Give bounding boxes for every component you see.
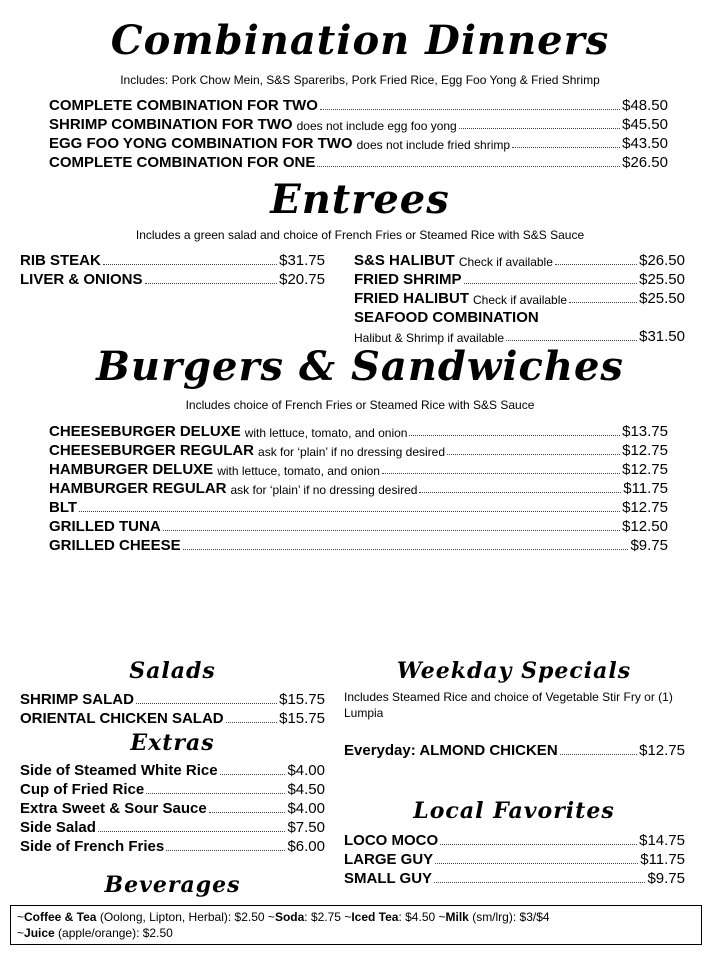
menu-item bbox=[20, 760, 325, 779]
item-note: ask for ‘plain’ if no dressing desired bbox=[258, 445, 446, 459]
menu-item bbox=[20, 817, 325, 836]
entrees-includes: Includes a green salad and choice of French Fries or Steamed Rice with S&S Sauce bbox=[135, 228, 585, 242]
leader-dots bbox=[146, 793, 285, 794]
item-name: LOCO MOCO bbox=[344, 832, 439, 849]
leader-dots bbox=[103, 264, 277, 265]
bev-prefix: ~ bbox=[17, 910, 25, 924]
leader-dots bbox=[419, 492, 621, 493]
item-note: does not include fried shrimp bbox=[356, 138, 511, 152]
item-price: $14.75 bbox=[639, 832, 685, 849]
menu-item bbox=[20, 779, 325, 798]
item-price: $12.75 bbox=[639, 742, 685, 759]
menu-item bbox=[49, 478, 668, 497]
beverages-title: Beverages bbox=[104, 872, 241, 898]
item-price: $12.75 bbox=[622, 461, 668, 478]
menu-item bbox=[49, 535, 668, 554]
item-price: $12.50 bbox=[622, 518, 668, 535]
menu-item bbox=[20, 250, 325, 269]
item-name: LARGE GUY bbox=[344, 851, 434, 868]
leader-dots bbox=[569, 302, 637, 303]
item-price: $45.50 bbox=[622, 116, 668, 133]
bev-name: Soda bbox=[274, 910, 305, 924]
leader-dots bbox=[409, 435, 620, 436]
item-price: $4.00 bbox=[287, 800, 325, 817]
item-name: COMPLETE COMBINATION FOR ONE bbox=[49, 154, 316, 171]
item-price: $26.50 bbox=[622, 154, 668, 171]
menu-item bbox=[49, 95, 668, 114]
bev-detail: (sm/lrg): $3/$4 bbox=[468, 910, 550, 924]
item-name: RIB STEAK bbox=[20, 252, 101, 269]
salads-title: Salads bbox=[129, 658, 216, 684]
leader-dots bbox=[459, 128, 620, 129]
item-name: Extra Sweet & Sour Sauce bbox=[20, 800, 207, 817]
menu-item bbox=[49, 516, 668, 535]
item-note: Check if available bbox=[473, 293, 568, 307]
leader-dots bbox=[163, 530, 620, 531]
item-name: HAMBURGER DELUXE bbox=[49, 461, 214, 478]
menu-item bbox=[20, 798, 325, 817]
item-price: $13.75 bbox=[622, 423, 668, 440]
extras-title: Extras bbox=[130, 730, 215, 756]
item-price: $4.50 bbox=[287, 781, 325, 798]
menu-item bbox=[20, 836, 325, 855]
leader-dots bbox=[226, 722, 277, 723]
item-name: SEAFOOD COMBINATION bbox=[354, 309, 539, 326]
item-price: $31.75 bbox=[279, 252, 325, 269]
bev-name: Coffee & Tea bbox=[24, 910, 97, 924]
leader-dots bbox=[506, 340, 637, 341]
menu-item bbox=[20, 689, 325, 708]
leader-dots bbox=[435, 863, 638, 864]
combination-includes: Includes: Pork Chow Mein, S&S Spareribs, Pork Fried Rice, Egg Foo Yong & Fried Shrimp bbox=[120, 73, 600, 87]
item-name: FRIED HALIBUT bbox=[354, 290, 469, 307]
item-price: $43.50 bbox=[622, 135, 668, 152]
item-name: EGG FOO YONG COMBINATION FOR TWO bbox=[49, 135, 353, 152]
leader-dots bbox=[79, 511, 620, 512]
beverages-line-2 bbox=[17, 925, 695, 941]
leader-dots bbox=[98, 831, 286, 832]
menu-item bbox=[49, 421, 668, 440]
menu-item bbox=[354, 250, 685, 269]
bev-prefix: ~ bbox=[17, 926, 25, 940]
menu-item bbox=[344, 868, 685, 887]
item-name: HAMBURGER REGULAR bbox=[49, 480, 227, 497]
menu-item bbox=[20, 708, 325, 727]
bev-name: Juice bbox=[24, 926, 55, 940]
leader-dots bbox=[183, 549, 629, 550]
bev-name: Iced Tea bbox=[351, 910, 399, 924]
leader-dots bbox=[464, 283, 638, 284]
local-title: Local Favorites bbox=[413, 798, 615, 824]
item-name: SMALL GUY bbox=[344, 870, 433, 887]
bev-name: Milk bbox=[445, 910, 469, 924]
item-note: with lettuce, tomato, and onion bbox=[244, 426, 408, 440]
leader-dots bbox=[209, 812, 286, 813]
item-price: $20.75 bbox=[279, 271, 325, 288]
menu-item bbox=[49, 459, 668, 478]
combination-title: Combination Dinners bbox=[110, 17, 610, 64]
leader-dots bbox=[136, 703, 277, 704]
item-name: SHRIMP SALAD bbox=[20, 691, 134, 708]
item-note: ask for ‘plain’ if no dressing desired bbox=[230, 483, 418, 497]
item-name: CHEESEBURGER REGULAR bbox=[49, 442, 255, 459]
item-name: LIVER & ONIONS bbox=[20, 271, 143, 288]
weekday-title: Weekday Specials bbox=[396, 658, 632, 684]
item-name: CHEESEBURGER DELUXE bbox=[49, 423, 241, 440]
item-price: $15.75 bbox=[279, 691, 325, 708]
beverages-line-1 bbox=[17, 909, 695, 925]
menu-item bbox=[49, 133, 668, 152]
leader-dots bbox=[560, 754, 637, 755]
menu-item bbox=[49, 440, 668, 459]
item-name: BLT bbox=[49, 499, 78, 516]
item-name: Side of French Fries bbox=[20, 838, 165, 855]
item-name: Cup of Fried Rice bbox=[20, 781, 145, 798]
item-name: Side Salad bbox=[20, 819, 96, 836]
leader-dots bbox=[434, 882, 645, 883]
item-price: $26.50 bbox=[639, 252, 685, 269]
bev-detail: (apple/orange): $2.50 bbox=[54, 926, 173, 940]
item-note: does not include egg foo yong bbox=[296, 119, 457, 133]
burgers-includes: Includes choice of French Fries or Steamed Rice with S&S Sauce bbox=[185, 398, 535, 412]
leader-dots bbox=[555, 264, 637, 265]
burgers-title: Burgers & Sandwiches bbox=[96, 343, 624, 390]
item-note: Check if available bbox=[458, 255, 553, 269]
item-price: $31.50 bbox=[639, 328, 685, 345]
item-name: Side of Steamed White Rice bbox=[20, 762, 218, 779]
leader-dots bbox=[166, 850, 285, 851]
entrees-title: Entrees bbox=[270, 176, 450, 223]
item-name: GRILLED TUNA bbox=[49, 518, 161, 535]
item-price: $15.75 bbox=[279, 710, 325, 727]
item-name: ORIENTAL CHICKEN SALAD bbox=[20, 710, 224, 727]
menu-item bbox=[49, 152, 668, 171]
item-price: $25.50 bbox=[639, 290, 685, 307]
menu-item bbox=[20, 269, 325, 288]
item-price: $25.50 bbox=[639, 271, 685, 288]
item-price: $11.75 bbox=[623, 480, 668, 497]
item-name: FRIED SHRIMP bbox=[354, 271, 462, 288]
item-price: $9.75 bbox=[630, 537, 668, 554]
item-price: $9.75 bbox=[647, 870, 685, 887]
item-name: S&S HALIBUT bbox=[354, 252, 455, 269]
item-price: $4.00 bbox=[287, 762, 325, 779]
leader-dots bbox=[145, 283, 278, 284]
bev-detail: : $2.75 bbox=[304, 910, 345, 924]
leader-dots bbox=[320, 109, 620, 110]
bev-prefix: ~ bbox=[344, 910, 352, 924]
bev-prefix: ~ bbox=[267, 910, 275, 924]
bev-detail: (Oolong, Lipton, Herbal): $2.50 bbox=[96, 910, 268, 924]
leader-dots bbox=[512, 147, 620, 148]
item-price: $48.50 bbox=[622, 97, 668, 114]
item-note: with lettuce, tomato, and onion bbox=[217, 464, 380, 478]
bev-prefix: ~ bbox=[438, 910, 446, 924]
menu-item bbox=[344, 830, 685, 849]
item-name: COMPLETE COMBINATION FOR TWO bbox=[49, 97, 318, 114]
menu-item bbox=[49, 114, 668, 133]
item-price: $7.50 bbox=[287, 819, 325, 836]
weekday-includes: Includes Steamed Rice and choice of Vegetable Stir Fry or (1) Lumpia bbox=[344, 690, 673, 720]
item-price: $11.75 bbox=[640, 851, 685, 868]
item-price: $12.75 bbox=[622, 499, 668, 516]
leader-dots bbox=[440, 844, 637, 845]
menu-item bbox=[354, 288, 685, 307]
leader-dots bbox=[220, 774, 286, 775]
item-price: $12.75 bbox=[622, 442, 668, 459]
item-name: SHRIMP COMBINATION FOR TWO bbox=[49, 116, 293, 133]
item-name: Everyday: ALMOND CHICKEN bbox=[344, 742, 558, 759]
bev-detail: : $4.50 bbox=[398, 910, 439, 924]
item-price: $6.00 bbox=[287, 838, 325, 855]
menu-item bbox=[344, 849, 685, 868]
item-note: Halibut & Shrimp if available bbox=[354, 331, 505, 345]
item-name: GRILLED CHEESE bbox=[49, 537, 181, 554]
leader-dots bbox=[382, 473, 620, 474]
leader-dots bbox=[317, 166, 620, 167]
leader-dots bbox=[447, 454, 620, 455]
menu-item-heading bbox=[354, 307, 685, 326]
beverages-box bbox=[10, 905, 702, 945]
menu-item bbox=[354, 269, 685, 288]
menu-item bbox=[49, 497, 668, 516]
menu-item bbox=[344, 740, 685, 759]
